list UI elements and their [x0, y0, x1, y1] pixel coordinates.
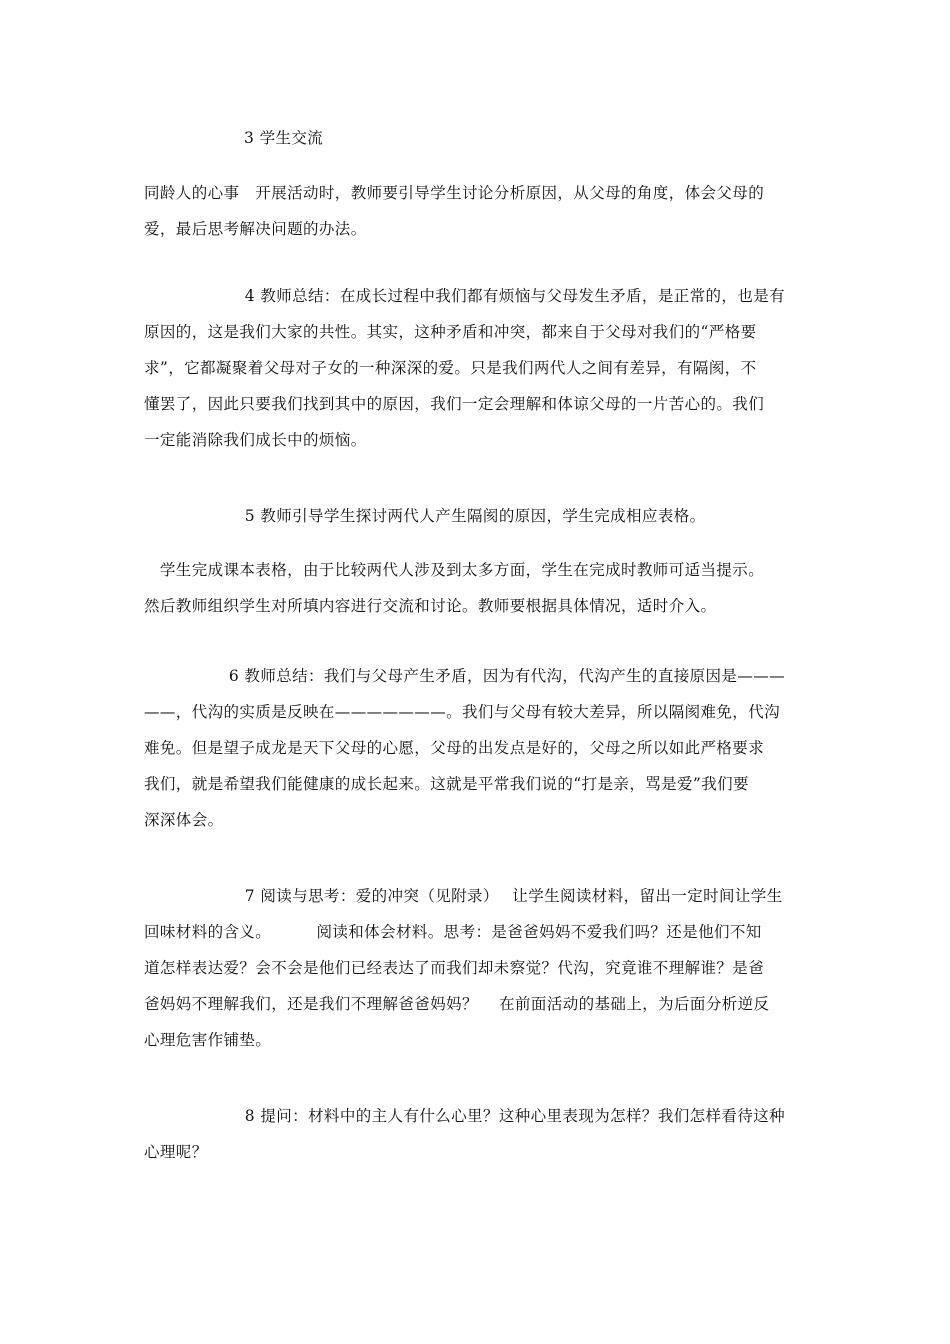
line: 同龄人的心事 开展活动时，教师要引导学生讨论分析原因，从父母的角度，体会父母的	[144, 184, 765, 202]
paragraph-table	[144, 552, 808, 624]
line: 深深体会。	[144, 811, 224, 829]
line: 求”，它都凝聚着父母对子女的一种深深的爱。只是我们两代人之间有差异，有隔阂，不	[144, 359, 757, 377]
line: 原因的，这是我们大家的共性。其实，这种矛盾和冲突，都来自于父母对我们的“严格要	[144, 323, 757, 341]
paragraph-peer-concerns	[144, 175, 808, 247]
line: 道怎样表达爱？会不会是他们已经表达了而我们却未察觉？代沟，究竟谁不理解谁？是爸	[144, 959, 765, 977]
line: 难免。但是望子成龙是天下父母的心愿，父母的出发点是好的，父母之所以如此严格要求	[144, 739, 765, 757]
line: 3 学生交流	[244, 129, 324, 147]
line: 7 阅读与思考：爱的冲突（见附录） 让学生阅读材料，留出一定时间让学生	[144, 887, 783, 905]
line: 5 教师引导学生探讨两代人产生隔阂的原因，学生完成相应表格。	[144, 507, 706, 525]
line: 4 教师总结：在成长过程中我们都有烦恼与父母发生矛盾，是正常的，也是有	[144, 287, 786, 305]
paragraph-8	[144, 1098, 808, 1170]
line: 然后教师组织学生对所填内容进行交流和讨论。教师要根据具体情况，适时介入。	[144, 597, 717, 615]
line: 爸妈妈不理解我们，还是我们不理解爸爸妈妈？ 在前面活动的基础上，为后面分析逆反	[144, 995, 770, 1013]
line: 懂罢了，因此只要我们找到其中的原因，我们一定会理解和体谅父母的一片苦心的。我们	[144, 395, 765, 413]
paragraph-4	[144, 278, 808, 458]
line: 心理呢？	[144, 1143, 208, 1161]
line: 一定能消除我们成长中的烦恼。	[144, 431, 367, 449]
paragraph-7	[144, 878, 808, 1058]
line: 回味材料的含义。 阅读和体会材料。思考：是爸爸妈妈不爱我们吗？还是他们不知	[144, 923, 762, 941]
line: ——，代沟的实质是反映在———————。我们与父母有较大差异，所以隔阂难免，代沟	[144, 703, 781, 721]
line: 爱，最后思考解决问题的办法。	[144, 220, 367, 238]
line: 心理危害作铺垫。	[144, 1031, 272, 1049]
line: 6 教师总结：我们与父母产生矛盾，因为有代沟，代沟产生的直接原因是———	[144, 667, 786, 685]
paragraph-5	[144, 498, 808, 534]
paragraph-3	[144, 120, 808, 156]
line: 我们，就是希望我们能健康的成长起来。这就是平常我们说的“打是亲，骂是爱”我们要	[144, 775, 749, 793]
line: 学生完成课本表格，由于比较两代人涉及到太多方面，学生在完成时教师可适当提示。	[144, 561, 765, 579]
line: 8 提问：材料中的主人有什么心里？这种心里表现为怎样？我们怎样看待这种	[144, 1107, 786, 1125]
paragraph-6	[144, 658, 808, 838]
